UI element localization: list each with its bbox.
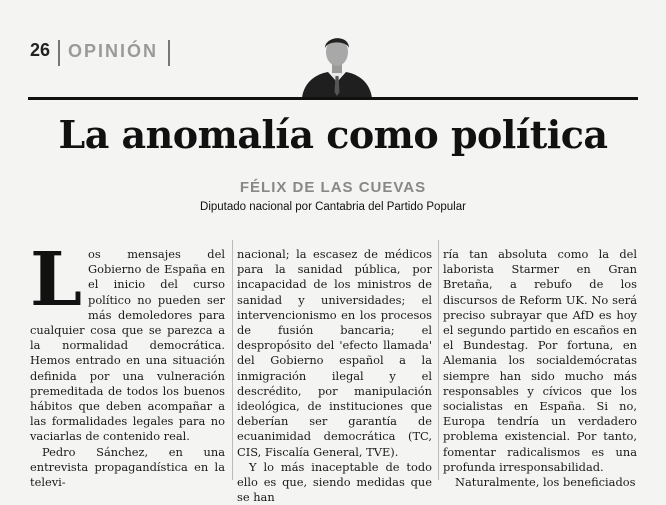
column-divider-1 xyxy=(232,240,233,480)
author-portrait xyxy=(298,26,376,98)
article-column-3 xyxy=(443,247,637,490)
paragraph-3: nacional; la escasez de médicos para la sanidad pública, por incapacidad de los ministros de sanidad y universidades; el intervencionismo en los procesos de fusión bancaria; el despropósito del 'efecto llamada' del Gobierno español a la inmigración ilegal y el descrédito, por manipulación ideológica, de instituciones que deberían ser garantía de ecuanimidad democrática (TC, CIS, Fiscalía General, TVE). xyxy=(237,247,432,459)
paragraph-4: Y lo más inaceptable de todo ello es que, siendo medidas que se han xyxy=(237,459,432,505)
author-name: FÉLIX DE LAS CUEVAS xyxy=(239,179,427,196)
paragraph-5: ría tan absoluta como la del laborista Starmer en Gran Bretaña, a rebufo de los discursos de Reform UK. No será preciso subrayar que AfD es hoy el segundo partido en escaños en el Bundestag. Por fortuna, en Alemania los socialdemócratas siempre han sido mucho más responsables y cívicos que los socialistas en España. Si no, Europa tendría un verdadero problema existencial. Por tanto, fomentar radicalismos es una profunda irresponsabilidad. xyxy=(443,247,637,474)
header-rule xyxy=(28,97,638,100)
article-column-2 xyxy=(237,247,432,505)
paragraph-1: Los mensajes del Gobierno de España en el inicio del curso político no pueden ser más demoledores para cualquier cosa que se parezca a la normalidad democrática. Hemos entrado en una situación definida por una vulneración premeditada de todos los buenos hábitos que deben acompañar a las formalidades legales para no vaciarlas de contenido real. xyxy=(30,237,225,444)
author-role: Diputado nacional por Cantabria del Partido Popular xyxy=(200,201,466,213)
page-number: 26 xyxy=(30,40,51,60)
header-divider-right xyxy=(168,40,170,66)
column-divider-2 xyxy=(438,240,439,480)
article-column-1 xyxy=(30,237,225,490)
drop-cap: L xyxy=(30,237,83,323)
section-label: OPINIÓN xyxy=(68,41,159,61)
paragraph-2: Pedro Sánchez, en una entrevista propagandística en la televi- xyxy=(30,444,225,490)
header-divider-left xyxy=(58,40,60,66)
paragraph-6: Naturalmente, los beneficiados xyxy=(455,475,636,490)
article-title: La anomalía como política xyxy=(58,112,608,157)
